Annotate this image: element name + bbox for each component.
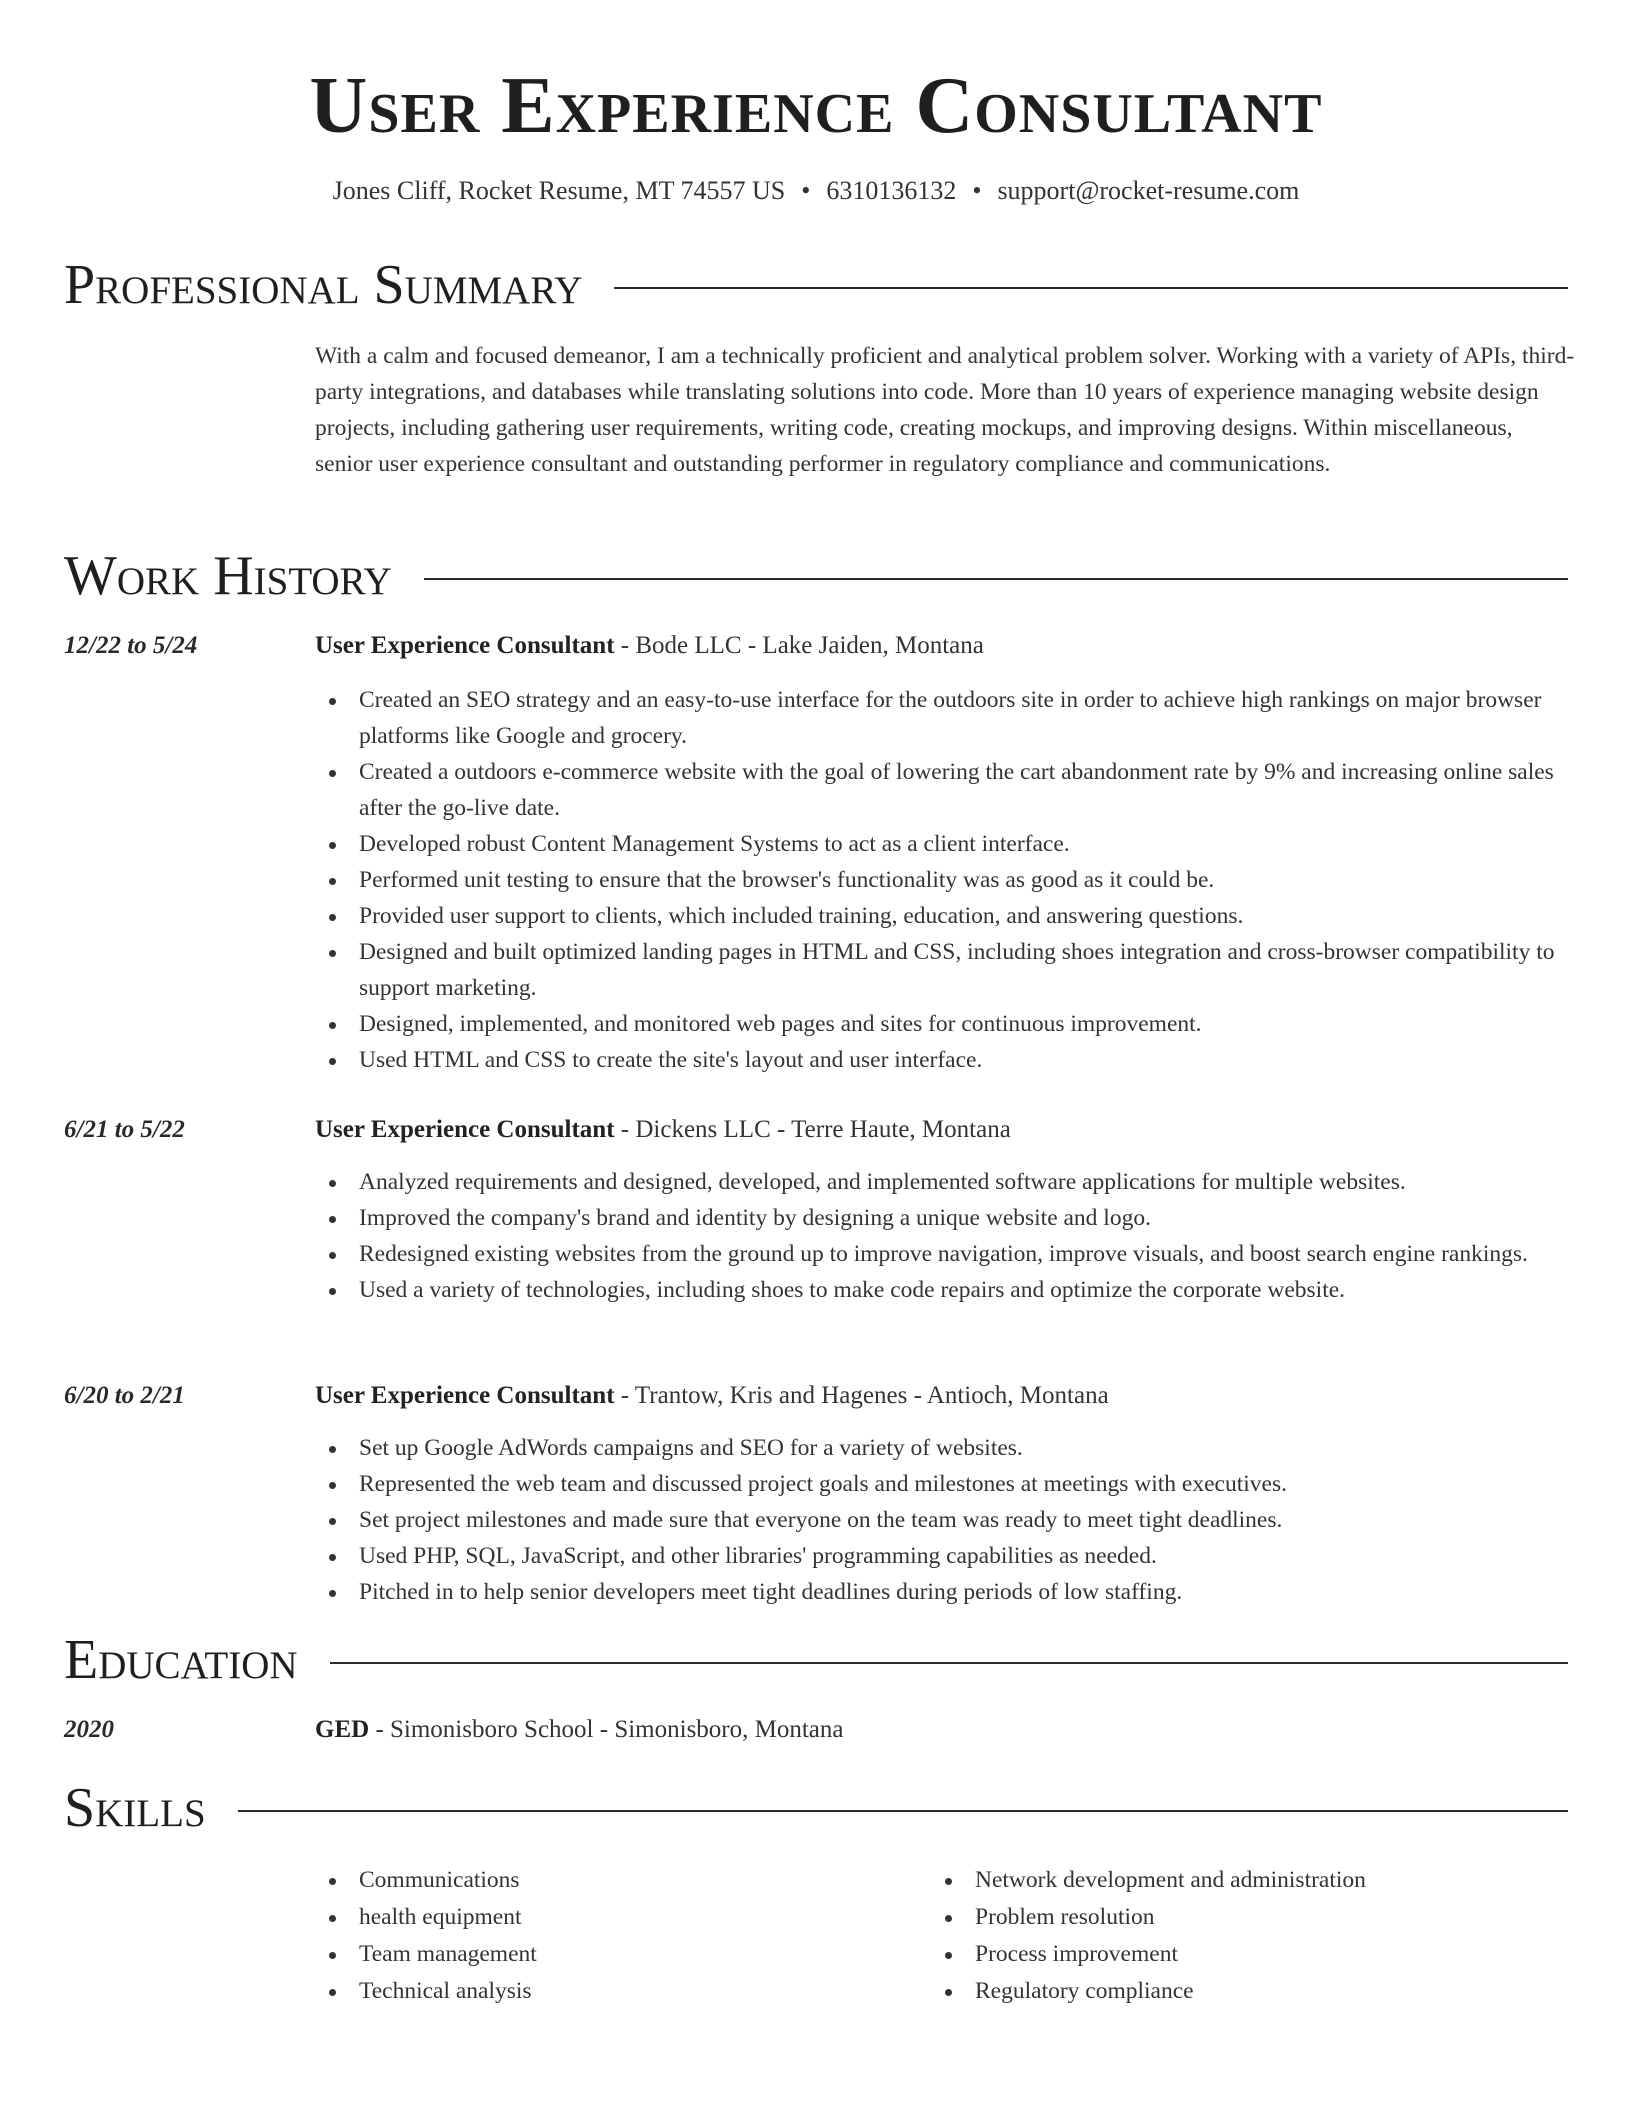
contact-line — [0, 174, 1632, 208]
list-item: Designed, implemented, and monitored web pages and sites for continuous improvement. — [315, 1006, 1577, 1042]
job-bullets — [315, 1430, 1577, 1610]
skill-item: Network development and administration — [931, 1862, 1491, 1899]
section-title: Education — [64, 1629, 298, 1691]
section-divider — [238, 1810, 1568, 1812]
list-item: Used HTML and CSS to create the site's layout and user interface. — [315, 1042, 1577, 1078]
job-dates: 6/21 to 5/22 — [64, 1116, 185, 1143]
list-item: Set project milestones and made sure that everyone on the team was ready to meet tight deadlines. — [315, 1502, 1577, 1538]
summary-paragraph: With a calm and focused demeanor, I am a technically proficient and analytical problem solver. Working with a variety of APIs, third-party integrations, and databases while translating solutions into code. More than 10 years of experience managing website design projects, including gathering user requirements, writing code, creating mockups, and improving designs. Within miscellaneous, senior user experience consultant and outstanding performer in regulatory compliance and communications. — [315, 343, 1575, 477]
job-heading — [315, 628, 984, 664]
job-employer: - Dickens LLC - Terre Haute, Montana — [614, 1116, 1011, 1143]
section-divider — [330, 1662, 1568, 1664]
job-bullets — [315, 1164, 1577, 1308]
list-item: Analyzed requirements and designed, developed, and implemented software applications for multiple websites. — [315, 1164, 1577, 1200]
skill-item: Process improvement — [931, 1936, 1491, 1973]
skill-item: Problem resolution — [931, 1899, 1491, 1936]
skills-list-right — [931, 1862, 1491, 2010]
list-item: Represented the web team and discussed project goals and milestones at meetings with executives. — [315, 1466, 1577, 1502]
list-item: Used a variety of technologies, including shoes to make code repairs and optimize the corporate website. — [315, 1272, 1577, 1308]
education-degree: GED — [315, 1716, 370, 1743]
job-title: User Experience Consultant — [315, 1382, 615, 1409]
list-item: Provided user support to clients, which included training, education, and answering questions. — [315, 898, 1577, 934]
list-item: Designed and built optimized landing pages in HTML and CSS, including shoes integration and cross-browser compatibility to support marketing. — [315, 934, 1577, 1006]
job-employer: - Bode LLC - Lake Jaiden, Montana — [614, 632, 984, 659]
list-item: Created an SEO strategy and an easy-to-use interface for the outdoors site in order to achieve high rankings on major browser platforms like Google and grocery. — [315, 682, 1577, 754]
job-employer: - Trantow, Kris and Hagenes - Antioch, Montana — [614, 1382, 1109, 1409]
contact-separator: • — [972, 176, 982, 205]
contact-address: Jones Cliff, Rocket Resume, MT 74557 US — [332, 176, 786, 205]
contact-separator: • — [801, 176, 811, 205]
skill-item: Team management — [315, 1936, 875, 1973]
job-heading — [315, 1112, 1011, 1148]
skill-item: health equipment — [315, 1899, 875, 1936]
list-item: Performed unit testing to ensure that the browser's functionality was as good as it could be. — [315, 862, 1577, 898]
list-item: Used PHP, SQL, JavaScript, and other libraries' programming capabilities as needed. — [315, 1538, 1577, 1574]
list-item: Created a outdoors e-commerce website with the goal of lowering the cart abandonment rate by 9% and increasing online sales after the go-live date. — [315, 754, 1577, 826]
contact-phone: 6310136132 — [826, 176, 957, 205]
section-divider — [614, 287, 1568, 289]
section-heading-education — [64, 1628, 1568, 1692]
education-school: - Simonisboro School - Simonisboro, Montana — [369, 1716, 844, 1743]
section-title: Skills — [64, 1777, 206, 1839]
skill-item: Technical analysis — [315, 1973, 875, 2010]
list-item: Improved the company's brand and identity by designing a unique website and logo. — [315, 1200, 1577, 1236]
section-heading-work-history — [64, 544, 1568, 608]
skill-item: Communications — [315, 1862, 875, 1899]
contact-email: support@rocket-resume.com — [997, 176, 1300, 205]
job-dates: 12/22 to 5/24 — [64, 632, 198, 659]
list-item: Set up Google AdWords campaigns and SEO for a variety of websites. — [315, 1430, 1577, 1466]
list-item: Redesigned existing websites from the ground up to improve navigation, improve visuals, and boost search engine rankings. — [315, 1236, 1577, 1272]
list-item: Pitched in to help senior developers meet tight deadlines during periods of low staffing. — [315, 1574, 1577, 1610]
section-heading-skills — [64, 1776, 1568, 1840]
section-title: Work History — [64, 545, 392, 607]
section-title: Professional Summary — [64, 254, 583, 316]
section-heading-summary — [64, 253, 1568, 317]
resume-title: User Experience Consultant — [309, 62, 1323, 150]
skill-item: Regulatory compliance — [931, 1973, 1491, 2010]
education-year: 2020 — [64, 1716, 114, 1743]
job-dates: 6/20 to 2/21 — [64, 1382, 185, 1409]
education-heading — [315, 1712, 844, 1748]
job-heading — [315, 1378, 1109, 1414]
list-item: Developed robust Content Management Systems to act as a client interface. — [315, 826, 1577, 862]
section-divider — [424, 578, 1568, 580]
job-title: User Experience Consultant — [315, 1116, 615, 1143]
job-title: User Experience Consultant — [315, 632, 615, 659]
skills-list-left — [315, 1862, 875, 2010]
job-bullets — [315, 682, 1577, 1078]
